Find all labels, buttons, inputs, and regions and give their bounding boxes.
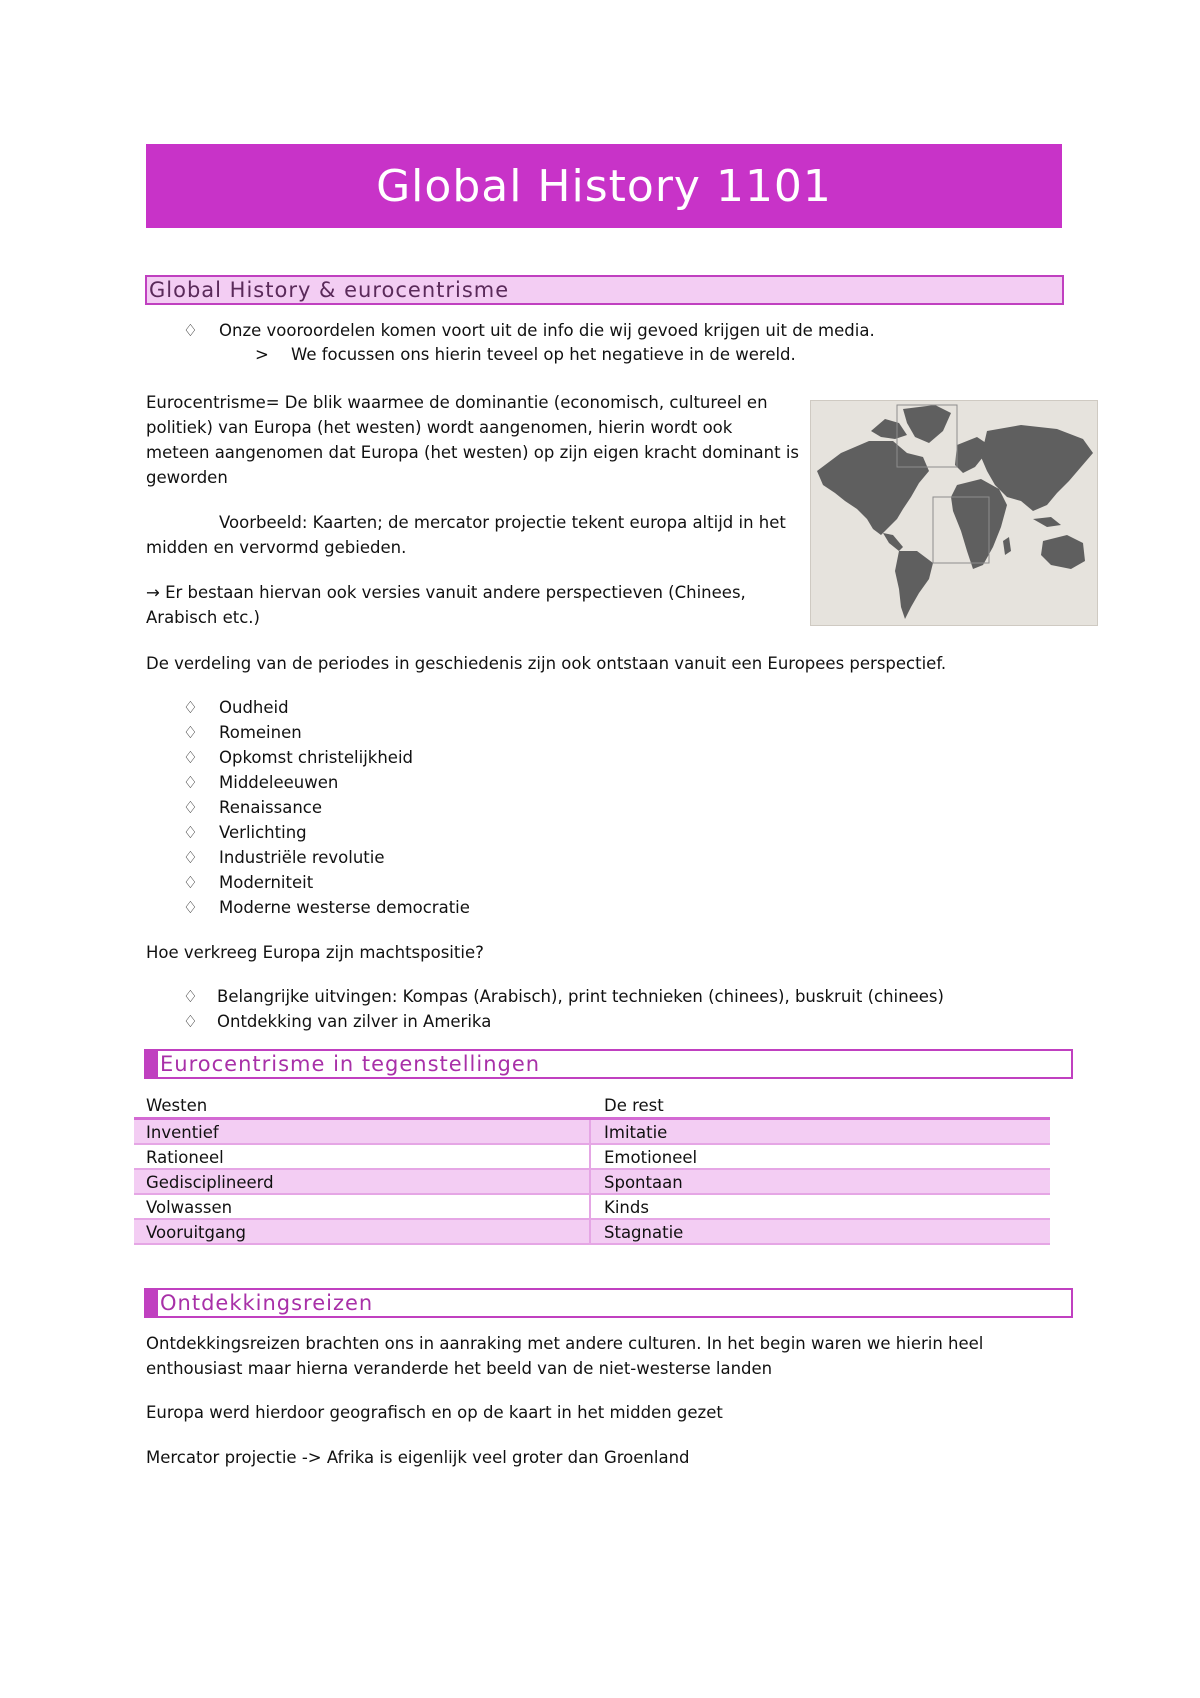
section-heading-ontdekkingsreizen: Ontdekkingsreizen [144, 1288, 1073, 1318]
arrow-bullet-icon: > [255, 345, 269, 364]
diamond-bullet-icon: ♢ [183, 823, 198, 842]
table-row: Rationeel Emotioneel [134, 1145, 1050, 1170]
table-row: Vooruitgang Stagnatie [134, 1220, 1050, 1245]
diamond-bullet-icon: ♢ [183, 723, 198, 742]
diamond-bullet-icon: ♢ [183, 873, 198, 892]
column-header: De rest [604, 1096, 664, 1115]
eurocentrisme-definition: Eurocentrisme= De blik waarmee de dominantie (economisch, cultureel en politiek) van Europa (het westen) wordt aangenomen, hierin wordt ook meteen aangenomen dat Europa (het westen) op zijn eigen kracht dominant is geworden [146, 393, 800, 487]
diamond-bullet-icon: ♢ [183, 798, 198, 817]
periods-intro: De verdeling van de periodes in geschiedenis zijn ook ontstaan vanuit een Europees perspectief. [146, 654, 947, 673]
document-page: Global History 1101 Global History & eurocentrisme ♢ Onze vooroordelen komen voort uit de info die wij gevoed krijgen uit de media. > We focussen ons hierin teveel op het negatieve in de wereld. Eurocentrisme= De blik waarmee de dominantie (economisch, cultureel en politiek) van Europa (het westen) wordt aangenomen, hierin wordt ook meteen aangenomen dat Europa (het westen) op zijn eigen kracht dominant is geworden Voorbeeld: Kaarten; de mercator projectie tekent europa altijd in het midden en vervormd gebieden. → Er bestaan hiervan ook versies vanuit andere perspectieven (Chinees, Arabisch etc.) De verdeling van de periodes in geschiedenis zijn ook ontstaan vanuit een Europees perspectief. ♢ Oudheid ♢ Romeinen ♢ Opkomst christelijkheid ♢ Middeleeuwen ♢ Renaissance ♢ Verlichting ♢ Industriële revolutie ♢ Moderniteit ♢ Moderne westerse democratie Hoe verkreeg Europa zijn machtspositie? ♢ Belangrijke uitvingen: Kompas (Arabisch), print technieken (chinees), buskruit (chinees) ♢ Ontdekking van zilver in Amerika Eurocentrisme in tegenstellingen Westen De rest Inventief Imitatie Rationeel Emotioneel Gedisciplineerd Spontaan Volwassen Kinds Vooruitgang Stagnatie Ontdekkingsreizen Ontdekkingsreizen brachten ons in aanraking met andere culturen. In het begin waren we hierin heel enthousiast maar hierna veranderde het beeld van de niet-westerse landen Europa werd hierdoor geografisch en op de kaart in het midden gezet Mercator projectie -> Afrika is eigenlijk veel groter dan Groenland [0, 0, 1200, 1698]
column-divider [589, 1120, 591, 1245]
column-header: Westen [146, 1096, 208, 1115]
table-row: Inventief Imitatie [134, 1120, 1050, 1145]
diamond-bullet-icon: ♢ [183, 987, 198, 1006]
diamond-bullet-icon: ♢ [183, 698, 198, 717]
diamond-bullet-icon: ♢ [183, 1012, 198, 1031]
power-question: Hoe verkreeg Europa zijn machtspositie? [146, 943, 484, 962]
title-banner [146, 144, 1062, 228]
ontdekkingsreizen-paragraph: Ontdekkingsreizen brachten ons in aanraking met andere culturen. In het begin waren we hierin heel enthousiast maar hierna veranderde het beeld van de niet-westerse landen [146, 1334, 984, 1378]
section-heading-tegenstellingen: Eurocentrisme in tegenstellingen [144, 1049, 1073, 1079]
section-heading-global-history: Global History & eurocentrisme [145, 275, 1064, 305]
example-paragraph: Voorbeeld: Kaarten; de mercator projectie tekent europa altijd in het midden en vervormd gebieden. [146, 513, 786, 557]
contrast-table [134, 1093, 1050, 1245]
europe-center-line: Europa werd hierdoor geografisch en op de kaart in het midden gezet [146, 1403, 723, 1422]
page-title: Global History 1101 [376, 160, 832, 212]
mercator-line: Mercator projectie -> Afrika is eigenlijk veel groter dan Groenland [146, 1448, 690, 1467]
perspectives-note: → Er bestaan hiervan ook versies vanuit andere perspectieven (Chinees, Arabisch etc.) [146, 583, 746, 627]
diamond-bullet-icon: ♢ [183, 321, 198, 340]
diamond-bullet-icon: ♢ [183, 748, 198, 767]
diamond-bullet-icon: ♢ [183, 898, 198, 917]
table-header-row [134, 1093, 1050, 1120]
world-map-image [810, 400, 1098, 626]
table-row: Volwassen Kinds [134, 1195, 1050, 1220]
diamond-bullet-icon: ♢ [183, 848, 198, 867]
table-row: Gedisciplineerd Spontaan [134, 1170, 1050, 1195]
diamond-bullet-icon: ♢ [183, 773, 198, 792]
mercator-map-icon [811, 401, 1097, 625]
